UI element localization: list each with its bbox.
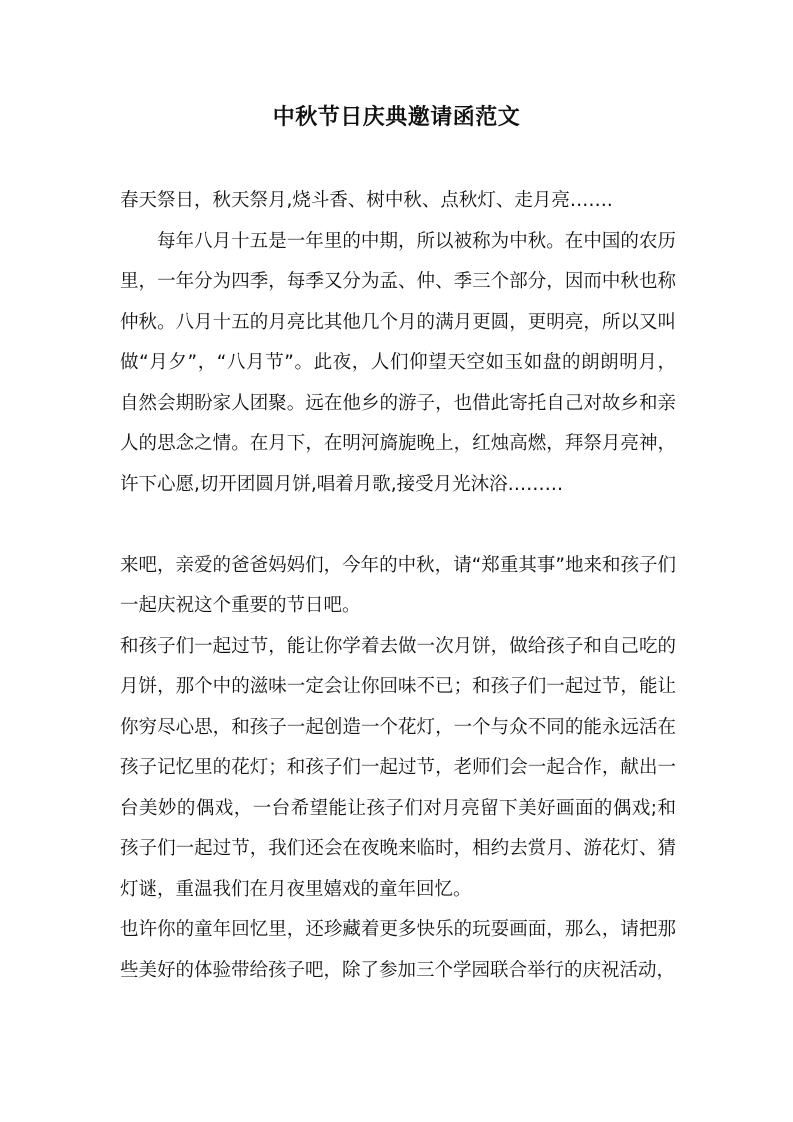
paragraph-mid-autumn-origin: 每年八月十五是一年里的中期，所以被称为中秋。在中国的农历里，一年分为四季，每季又分为孟、仲、季三个部分，因而中秋也称仲秋。八月十五的月亮比其他几个月的满月更圆，更明亮，所以又叫做“月夕”，“八月节”。此夜，人们仰望天空如玉如盘的朗朗明月，自然会期盼家人团聚。远在他乡的游子，也借此寄托自己对故乡和亲人的思念之情。在月下，在明河旖旎晚上，红烛高燃，拜祭月亮神，许下心愿,切开团圆月饼,唱着月歌,接受月光沐浴……… xyxy=(120,230,676,495)
paragraph-opening-line: 春天祭日，秋天祭月,烧斗香、树中秋、点秋灯、走月亮……. xyxy=(120,190,613,211)
paragraph-celebrate-together: 和孩子们一起过节，能让你学着去做一次月饼，做给孩子和自己吃的月饼，那个中的滋味一定会让你回味不已；和孩子们一起过节，能让你穷尽心思，和孩子一起创造一个花灯，一个与众不同的能永远活在孩子记忆里的花灯；和孩子们一起过节，老师们会一起合作，献出一台美妙的偶戏，一台希望能让孩子们对月亮留下美好画面的偶戏;和孩子们一起过节，我们还会在夜晚来临时，相约去赏月、游花灯、猜灯谜，重温我们在月夜里嬉戏的童年回忆。 xyxy=(120,635,676,900)
paragraph-spacer xyxy=(120,505,676,546)
paragraph-invitation: 来吧，亲爱的爸爸妈妈们，今年的中秋，请“郑重其事”地来和孩子们一起庆祝这个重要的节日吧。 xyxy=(120,554,676,616)
document-title: 中秋节日庆典邀请函范文 xyxy=(272,105,521,130)
paragraph-childhood-memories: 也许你的童年回忆里，还珍藏着更多快乐的玩耍画面，那么，请把那些美好的体验带给孩子吧，除了参加三个学园联合举行的庆祝活动， xyxy=(120,919,676,981)
document-body xyxy=(120,181,676,991)
